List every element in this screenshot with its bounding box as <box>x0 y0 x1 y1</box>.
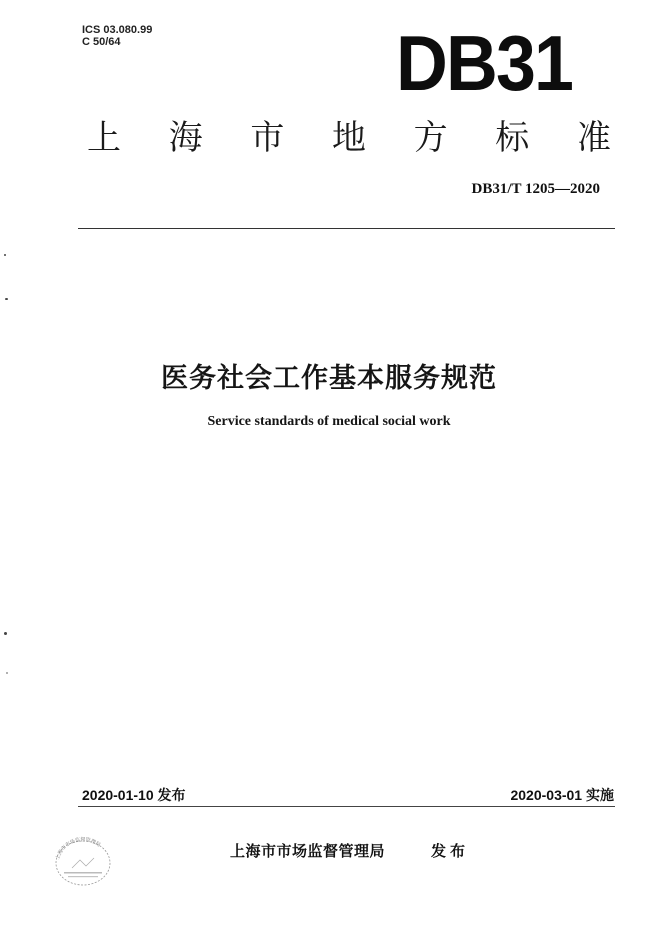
db31-logo: DB31 <box>396 19 573 107</box>
seal-text: 上海市市场监督管理局 <box>54 836 102 861</box>
scan-speck <box>4 254 6 256</box>
implement-date: 2020-03-01 实施 <box>510 787 614 803</box>
scan-speck <box>5 298 8 300</box>
ccs-code: C 50/64 <box>82 36 121 48</box>
standard-category-title <box>84 118 614 158</box>
document-title-chinese: 医务社会工作基本服务规范 <box>161 363 497 394</box>
svg-text:上海市市场监督管理局 <box>54 836 102 860</box>
document-title-english: Service standards of medical social work <box>207 414 451 429</box>
category-char: 海 <box>168 118 203 158</box>
standard-number: DB31/T 1205—2020 <box>471 181 600 197</box>
issuer-action: 发布 <box>431 842 470 860</box>
scan-speck <box>6 672 8 674</box>
category-char: 地 <box>331 118 366 158</box>
category-char: 标 <box>495 118 530 158</box>
scan-speck <box>4 632 7 635</box>
issuer-name: 上海市市场监督管理局 <box>230 842 386 860</box>
classification-codes <box>82 24 152 48</box>
top-divider <box>78 228 615 229</box>
category-char: 上 <box>87 118 121 158</box>
category-char: 市 <box>250 118 285 158</box>
publish-date: 2020-01-10 发布 <box>82 787 186 803</box>
issuer-seal-icon <box>50 828 116 888</box>
category-char: 准 <box>576 118 611 158</box>
bottom-divider <box>78 806 615 807</box>
category-char: 方 <box>413 118 448 158</box>
ics-code: ICS 03.080.99 <box>82 24 153 36</box>
